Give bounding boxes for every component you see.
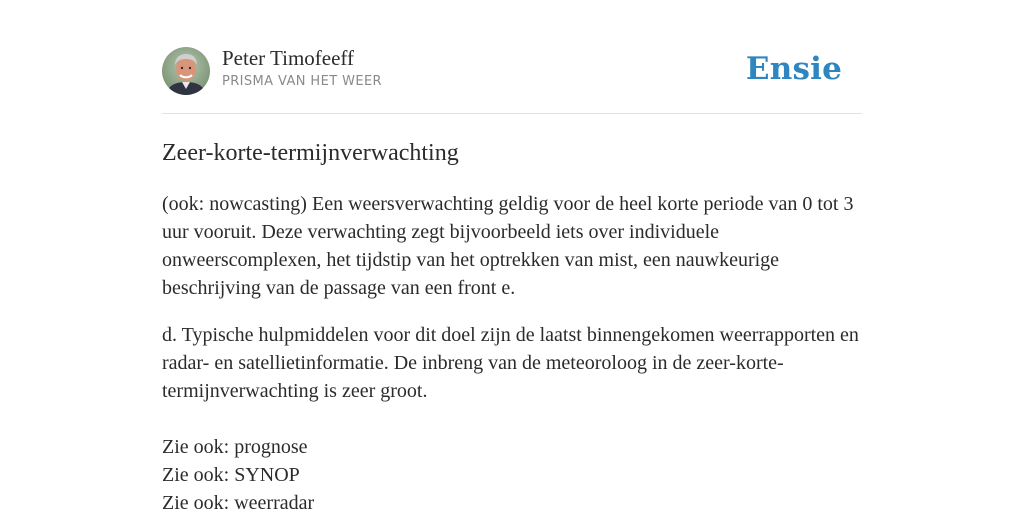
see-also-item[interactable]: Zie ook: prognose (162, 436, 308, 458)
see-also-item[interactable]: Zie ook: weerradar (162, 492, 315, 514)
author-name[interactable]: Peter Timofeeff (222, 46, 355, 70)
article-paragraph: d. Typische hulpmiddelen voor dit doel zijn de laatst binnengekomen weerrapporten en radar- en satellietinformatie. De inbreng van de meteoroloog in de zeer-korte-termijnverwachting is zeer groot. (162, 324, 859, 402)
article-title: Zeer-korte-termijnverwachting (162, 140, 459, 166)
author-subtitle[interactable]: PRISMA VAN HET WEER (222, 74, 382, 89)
see-also-item[interactable]: Zie ook: SYNOP (162, 464, 300, 486)
article-body (162, 190, 862, 517)
see-also-list (162, 433, 862, 517)
author-header (162, 46, 862, 96)
brand-logo[interactable]: Ensie (745, 51, 842, 87)
article-paragraph: (ook: nowcasting) Een weersverwachting geldig voor de heel korte periode van 0 tot 3 uur vooruit. Deze verwachting zegt bijvoorbeeld iets over individuele onweerscomplexen, het tijdstip van het optrekken van mist, een nauwkeurige beschrijving van de passage van een front e. (162, 193, 854, 299)
header-divider (162, 113, 862, 114)
page (162, 0, 862, 512)
author-avatar[interactable] (162, 47, 210, 95)
author-photo-icon (162, 47, 210, 95)
